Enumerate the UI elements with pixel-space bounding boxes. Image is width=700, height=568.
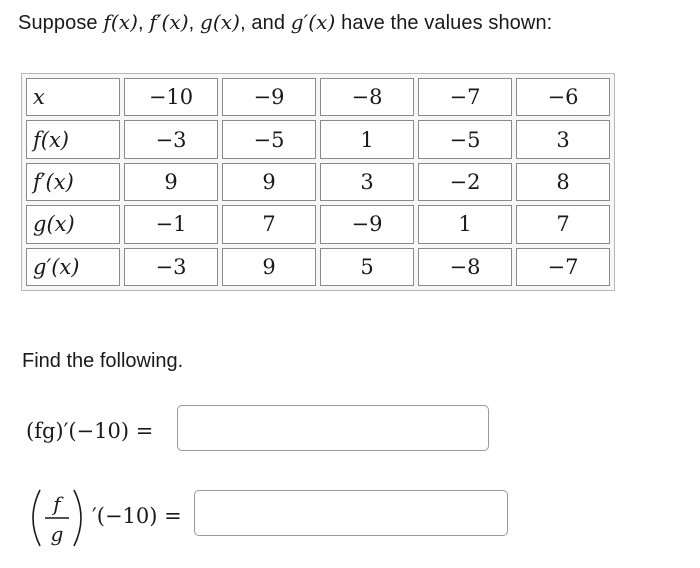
find-heading: Find the following. bbox=[22, 350, 184, 372]
answer-input-fg-derivative[interactable] bbox=[177, 405, 489, 451]
statement-sep-3: , and bbox=[240, 12, 291, 34]
table-cell: 9 bbox=[124, 163, 218, 201]
table-row bbox=[26, 163, 610, 201]
problem-statement bbox=[18, 10, 552, 35]
table-cell: g′(x) bbox=[26, 248, 120, 286]
statement-sep-2: , bbox=[188, 12, 200, 34]
table-cell: 1 bbox=[320, 120, 414, 158]
table-cell: 3 bbox=[320, 163, 414, 201]
table-cell: 1 bbox=[418, 205, 512, 243]
question-2-label bbox=[22, 486, 202, 550]
table-cell: −6 bbox=[516, 78, 610, 116]
table-cell: −8 bbox=[320, 78, 414, 116]
table-cell: f′(x) bbox=[26, 163, 120, 201]
table-row bbox=[26, 248, 610, 286]
table-cell: 3 bbox=[516, 120, 610, 158]
table-cell: −8 bbox=[418, 248, 512, 286]
table-cell: −10 bbox=[124, 78, 218, 116]
question-2-label-rest: ′(−10) = bbox=[92, 504, 182, 528]
answer-input-f-over-g-derivative[interactable] bbox=[194, 490, 508, 536]
table-cell: −5 bbox=[418, 120, 512, 158]
fraction-f-over-g bbox=[22, 486, 92, 550]
table-row bbox=[26, 205, 610, 243]
table-cell: −3 bbox=[124, 248, 218, 286]
table-cell: 7 bbox=[222, 205, 316, 243]
table-cell: −1 bbox=[124, 205, 218, 243]
table-cell: f(x) bbox=[26, 120, 120, 158]
left-paren bbox=[33, 490, 40, 546]
table-cell: −9 bbox=[222, 78, 316, 116]
table-cell: 8 bbox=[516, 163, 610, 201]
table-cell: x bbox=[26, 78, 120, 116]
statement-f-expr: f(x) bbox=[103, 10, 138, 34]
values-table bbox=[21, 73, 615, 291]
table-cell: 9 bbox=[222, 248, 316, 286]
statement-sep-1: , bbox=[138, 12, 150, 34]
statement-fprime-expr: f′(x) bbox=[149, 10, 189, 34]
table-cell: g(x) bbox=[26, 205, 120, 243]
table-cell: −3 bbox=[124, 120, 218, 158]
values-table-grid bbox=[22, 74, 614, 290]
table-cell: −7 bbox=[418, 78, 512, 116]
statement-suffix: have the values shown: bbox=[335, 12, 553, 34]
table-cell: 7 bbox=[516, 205, 610, 243]
statement-gprime-expr: g′(x) bbox=[290, 10, 336, 34]
question-1-label: (fg)′(−10) = bbox=[26, 419, 154, 443]
right-paren bbox=[74, 490, 81, 546]
table-cell: −2 bbox=[418, 163, 512, 201]
fraction-denominator: g bbox=[50, 522, 64, 546]
table-header-row bbox=[26, 78, 610, 116]
table-cell: 9 bbox=[222, 163, 316, 201]
table-cell: −7 bbox=[516, 248, 610, 286]
fraction-numerator: f bbox=[53, 492, 61, 516]
statement-prefix: Suppose bbox=[18, 12, 104, 34]
table-cell: −5 bbox=[222, 120, 316, 158]
statement-g-expr: g(x) bbox=[199, 10, 241, 34]
table-cell: −9 bbox=[320, 205, 414, 243]
table-row bbox=[26, 120, 610, 158]
table-cell: 5 bbox=[320, 248, 414, 286]
